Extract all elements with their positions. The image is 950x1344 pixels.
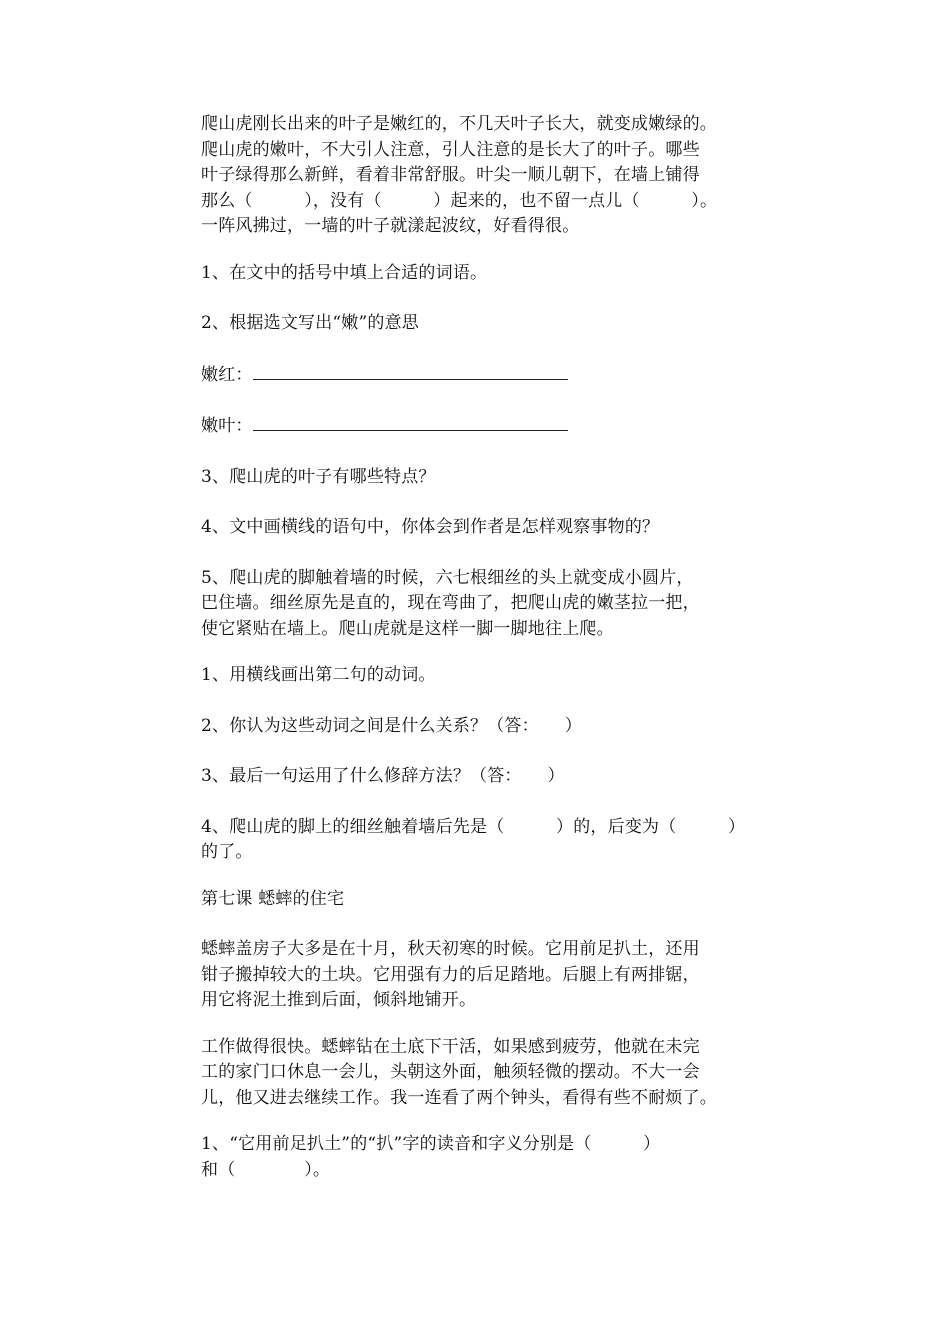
lesson-title: 第七课 蟋蟀的住宅 — [201, 888, 345, 909]
passage-line: 儿，他又进去继续工作。我一连看了两个钟头，看得有些不耐烦了。 — [201, 1087, 717, 1108]
passage-line: 爬山虎刚长出来的叶子是嫩红的，不几天叶子长大，就变成嫩绿的。 — [201, 114, 717, 134]
question-1: 1、在文中的括号中填上合适的词语。 — [201, 262, 488, 283]
answer-label-nenye: 嫩叶： — [201, 416, 253, 436]
question-3: 3、爬山虎的叶子有哪些特点？ — [201, 466, 436, 487]
passage-line: 一阵风拂过，一墙的叶子就漾起波纹，好看得很。 — [201, 216, 580, 236]
passage-line: 工作做得很快。蟋蟀钻在土底下干活，如果感到疲劳，他就在未完 — [201, 1036, 700, 1057]
answer-blank-line[interactable] — [253, 362, 568, 380]
answer-nenhong — [201, 362, 753, 389]
passage-line: 叶子绿得那么新鲜，看着非常舒服。叶尖一顺儿朝下，在墙上铺得 — [201, 165, 700, 185]
passage-pashanhu-leaves — [201, 112, 753, 240]
passage-line: 蟋蟀盖房子大多是在十月，秋天初寒的时候。它用前足扒土，还用 — [201, 939, 700, 959]
answer-label-nenhong: 嫩红： — [201, 364, 253, 385]
question-2: 2、根据选文写出“嫩”的意思 — [201, 313, 419, 333]
question-line: 的了。 — [201, 842, 253, 862]
passage-cricket-building — [201, 937, 753, 1014]
passage-line: 5、爬山虎的脚触着墙的时候，六七根细丝的头上就变成小圆片， — [201, 567, 694, 588]
answer-blank-line[interactable] — [253, 413, 568, 431]
passage-line: 工的家门口休息一会儿，头朝这外面，触须轻微的摆动。不大一会 — [201, 1062, 700, 1082]
question-4: 4、文中画横线的语句中，你体会到作者是怎样观察事物的？ — [201, 517, 660, 537]
passage-line: 那么（ ），没有（ ）起来的，也不留一点儿（ ）。 — [201, 190, 718, 211]
passage3-question-1 — [201, 1132, 753, 1183]
passage2-question-2: 2、你认为这些动词之间是什么关系？（答： ） — [201, 715, 582, 736]
passage-line: 用它将泥土推到后面，倾斜地铺开。 — [201, 990, 477, 1010]
question-line: 1、“它用前足扒土”的“扒”字的读音和字义分别是（ ） — [201, 1134, 661, 1154]
passage-pashanhu-feet — [201, 566, 753, 643]
passage-cricket-working — [201, 1035, 753, 1112]
answer-nenye — [201, 413, 753, 440]
passage-line: 巴住墙。细丝原先是直的，现在弯曲了，把爬山虎的嫩茎拉一把， — [201, 593, 700, 613]
document-page — [201, 112, 753, 1204]
question-line: 4、爬山虎的脚上的细丝触着墙后先是（ ）的，后变为（ ） — [201, 816, 746, 837]
passage-line: 使它紧贴在墙上。爬山虎就是这样一脚一脚地往上爬。 — [201, 618, 614, 639]
passage2-question-3: 3、最后一句运用了什么修辞方法？（答： ） — [201, 766, 565, 786]
passage-line: 钳子搬掉较大的土块。它用强有力的后足踏地。后腿上有两排锯， — [201, 964, 700, 985]
passage-line: 爬山虎的嫩叶，不大引人注意，引人注意的是长大了的叶子。哪些 — [201, 139, 700, 160]
question-line: 和（ ）。 — [201, 1159, 331, 1180]
passage2-question-4 — [201, 815, 753, 866]
passage2-question-1: 1、用横线画出第二句的动词。 — [201, 665, 436, 685]
